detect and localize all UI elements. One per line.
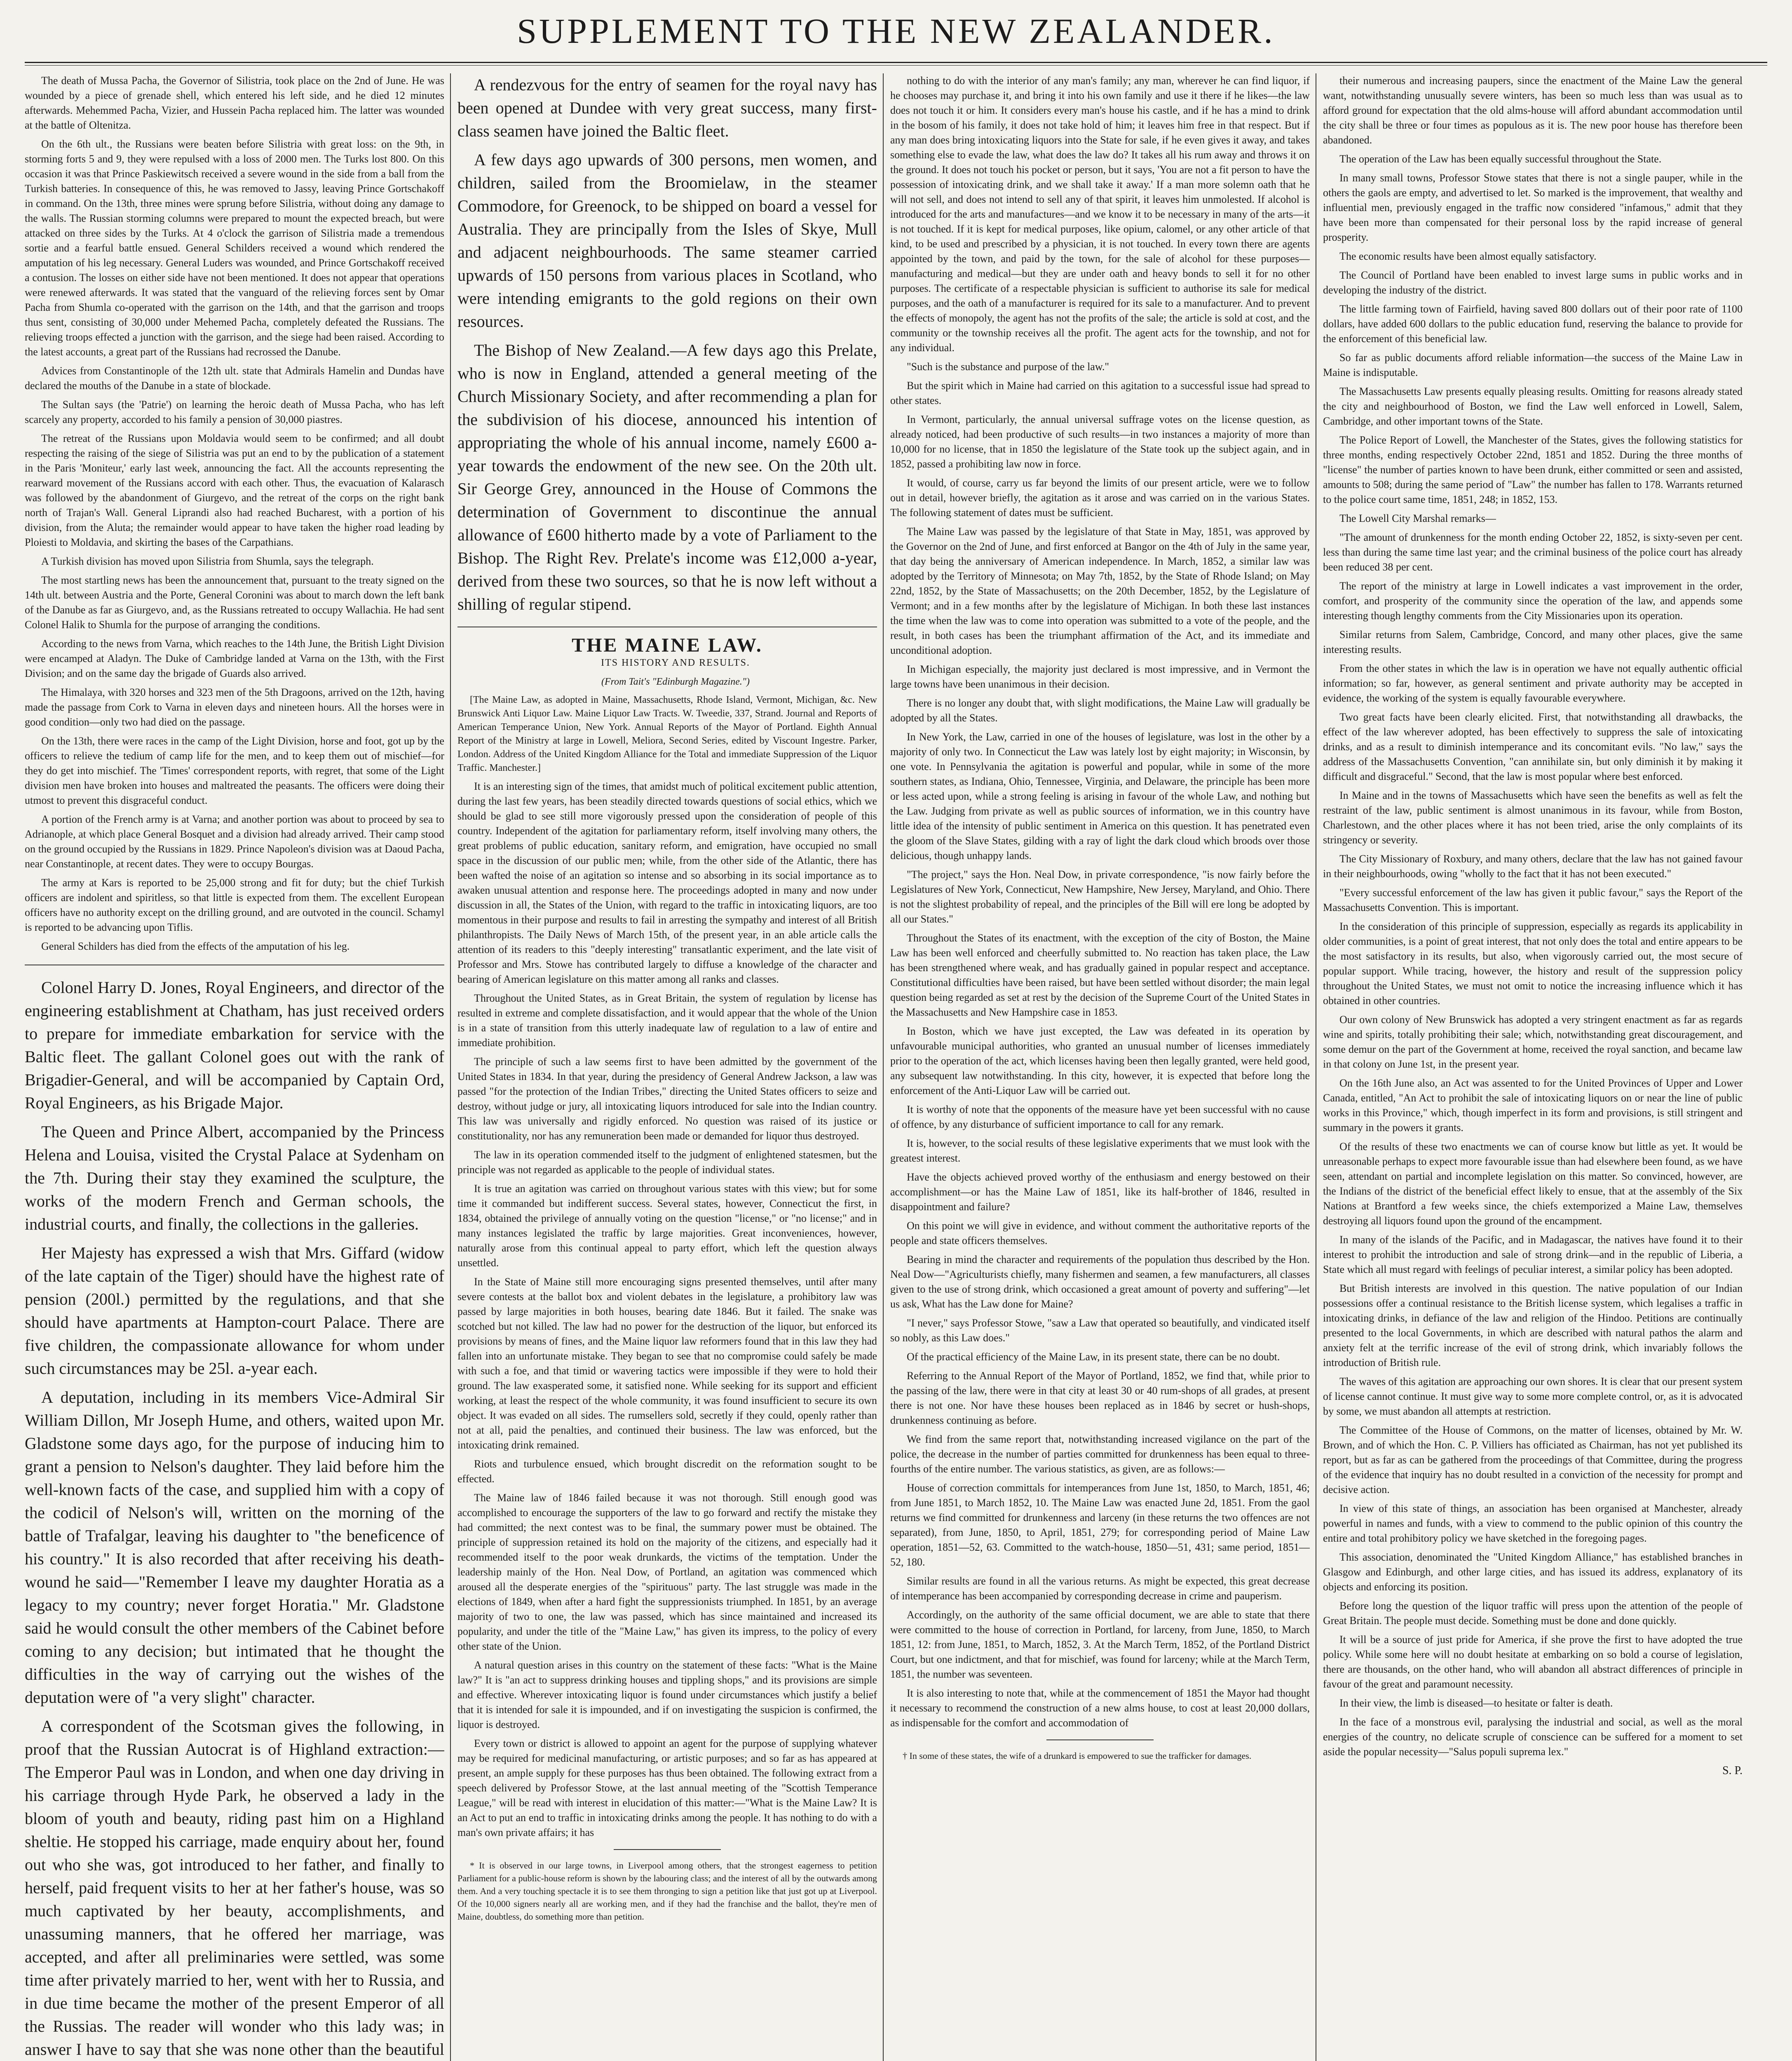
article-paragraph: In many small towns, Professor Stowe states that there is not a single pauper, while in the others the gaols are empty, and advertised to let. So marked is the improvement, that wealthy and influential men, previously engaged in the traffic now considered "infamous," admit that they have been more than compensated for their personal loss by the rapid increase of general prosperity. [1323, 172, 1743, 243]
article-paragraph: The Maine Law was passed by the legislature of that State in May, 1851, was approved by the Governor on the 2nd of June, and first enforced at Bangor on the 4th of July in the same year, that day being the anniversary of American independence. In March, 1852, a similar law was adopted by the Territory of Minnesota; on May 7th, 1852, by the State of Rhode Island; on May 22nd, 1852, by the State of Massachusetts; on the 20th December, 1852, by the Legislature of Vermont; and in a few months after by the legislature of Michigan. In both these last instances the time when the law was to come into operation was submitted to a vote of the people, and the result, in both cases has been the triumphant affirmation of the Act, and its immediate and unconditional adoption. [890, 526, 1310, 656]
article-paragraph: The most startling news has been the announcement that, pursuant to the treaty signed on the 14th ult. between Austria and the Porte, General Coronini was about to march down the left bank of the Danube as far as Giurgevo, and, as the Russians retreated to occupy Wallachia. He had sent Colonel Halik to Shumla for the purpose of arranging the conditions. [25, 574, 444, 631]
article-paragraph: We find from the same report that, notwithstanding increased vigilance on the part of the police, the decrease in the number of parties committed for drunkenness has been equal to three-fourths of the entire number. The various statistics, as given, are as follows:— [890, 1433, 1310, 1475]
article-paragraph: Similar results are found in all the various returns. As might be expected, this great decrease of intemperance has been accompanied by corresponding decrease in crime and pauperism. [890, 1575, 1310, 1602]
article-paragraph: In the consideration of this principle of suppression, especially as regards its applicability in older communities, is a point of great interest, that not only does the total and entire appears to be the most satisfactory in its results, but also, when vigorously carried out, the most secure of popular support. While tracing, however, the history and result of the suppression policy throughout the United States, we must not omit to notice the increasing influence which it has obtained in other countries. [1323, 920, 1743, 1007]
article-paragraph: A Turkish division has moved upon Silistria from Shumla, says the telegraph. [41, 555, 374, 567]
article-paragraph: From the other states in which the law is in operation we have not equally authentic official information; so far, however, as general sentiment and private authority may be accepted in evidence, the working of the system is equally favourable everywhere. [1323, 662, 1743, 704]
article-paragraph: The report of the ministry at large in Lowell indicates a vast improvement in the order, comfort, and prosperity of the community since the operation of the law, and appends some interesting though lengthy comments from the City Missionaries upon its operation. [1323, 580, 1743, 622]
maine-law-title: THE MAINE LAW. [572, 634, 763, 656]
maine-law-article-continued [1323, 73, 1743, 1759]
article-paragraph: But the spirit which in Maine had carried on this agitation to a successful issue had spread to other states. [890, 380, 1310, 406]
article-paragraph: It is an interesting sign of the times, that amidst much of political excitement public attention, during the last few years, has been steadily directed towards questions of social ethics, which we should be glad to see still more vigorously pressed upon the consideration of people of this country. Independent of the agitation for parliamentary reform, itself involving many others, the great problems of public education, sanitary reform, and emigration, have occupied no small space in the discussion of our public men; while, from the other side of the Atlantic, there has been wafted the noise of an agitation so intense and so absorbing in its social importance as to awaken unusual attention and response here. The proceedings adopted in many and now under discussion in all, the States of the Union, with regard to the traffic in intoxicating liquors, are too momentous in their purpose and results to fail in arresting the sympathy and interest of all British philanthropists. The Daily News of March 15th, of the present year, in an able article calls the attention of its readers to this "deeply interesting" transatlantic experiment, and the late visit of Professor and Mrs. Stowe has contributed largely to diffuse a knowledge of the character and bearing of American legislature on this matter among all ranks and classes. [457, 780, 877, 985]
article-paragraph: In New York, the Law, carried in one of the houses of legislature, was lost in the other by a majority of only two. In Connecticut the Law was lately lost by eight majority; in Wisconsin, by one vote. In Pennsylvania the agitation is powerful and popular, while in some of the more southern states, as Indiana, Ohio, Tennessee, Virginia, and Delaware, the principle has been more or less acted upon, while a strong feeling is arising in favour of the whole Law, and nothing but the Law. Judging from private as well as public sources of information, we in this country have little idea of the intensity of public sentiment in America on this question. It has penetrated even the gloom of the Slave States, gilding with a ray of light the dark cloud which broods over those delicious, though unhappy lands. [890, 731, 1310, 861]
article-paragraph: On the 13th, there were races in the camp of the Light Division, horse and foot, got up by the officers to relieve the tedium of camp life for the men, and to keep them out of mischief—for they do get into mischief. The 'Times' correspondent reports, with regret, that some of the Light division men have broken into houses and maltreated the peasants. The officers were doing their utmost to prevent this disgraceful conduct. [25, 735, 444, 806]
footnote-rule [614, 1849, 721, 1850]
article-paragraph: A few days ago upwards of 300 persons, men women, and children, sailed from the Broomielaw, in the steamer Commodore, for Greenock, to be shipped on board a vessel for Australia. They are principally from the Isles of Skye, Mull and adjacent neighbourhoods. The same steamer carried upwards of 150 persons from various places in Scotland, who were intending emigrants to the gold regions on their own resources. [457, 150, 877, 331]
article-paragraph: On the 6th ult., the Russians were beaten before Silistria with great loss: on the 9th, in storming forts 5 and 9, they were repulsed with a loss of 2000 men. The Turks lost 800. On this occasion it was that Prince Paskiewitsch received a severe wound in the side from a ball from the Turkish batteries. In consequence of this, he was removed to Jassy, leaving Prince Gortschakoff in command. On the 13th, three mines were sprung before Silistria, without doing any damage to the walls. The Russian storming columns were prepared to mount the expected breach, but were attacked on three sides by the Turks. At 4 o'clock the garrison of Silistria made a tremendous sortie and a fearful battle ensued. General Schilders received a wound which rendered the amputation of his leg necessary. General Luders was wounded, and Prince Gortschakoff received a contusion. The losses on either side have not been mentioned. It does not appear that operations were renewed afterwards. It was stated that the vanguard of the relieving forces sent by Omar Pacha from Shumla co-operated with the garrison on the 14th, and that the garrison and troops thus sent, consisting of 30,000 under Mehemed Pacha, completely defeated the Russians. The relieving troops effected a junction with the garrison, and the siege had been raised. According to the latest accounts, a great part of the Russians had recrossed the Danube. [25, 138, 444, 358]
article-paragraph: A rendezvous for the entry of seamen for the royal navy has been opened at Dundee with very great success, many first-class seamen have joined the Baltic fleet. [457, 75, 877, 140]
article-paragraph: The Massachusetts Law presents equally pleasing results. Omitting for reasons already stated the city and neighbourhood of Boston, we find the Law well enforced in Lowell, Salem, Cambridge, and other important towns of the State. [1323, 385, 1743, 427]
article-paragraph: In the State of Maine still more encouraging signs presented themselves, until after many severe contests at the ballot box and violent debates in the legislature, a prohibitory law was passed by large majorities in both houses, bearing date 1846. But it failed. The snake was scotched but not killed. The law had no power for the destruction of the liquor, but enforced its provisions by means of fines, and the Maine liquor law reformers found that in this law they had fallen into an unfortunate mistake. They began to see that no compromise could safely be made with such a foe, and that timid or wavering tactics were impossible if they were to hold their ground. The law exasperated some, it satisfied none. While seeking for its support and efficient working, at least the respect of the whole community, it was found insufficient to secure its own object. It was evaded on all sides. The rumsellers sold, secretly if they could, openly rather than not at all, paid the penalties, and continued their business. The law was enforced, but the intoxicating drink remained. [457, 1276, 877, 1451]
footnote-text: * It is observed in our large towns, in Liverpool among others, that the strongest eagerness to petition Parliament for a public-house reform is shown by the labouring class; and the interest of all by the outwards among them. And a very touching spectacle it is to see them thronging to sign a petition like that just got up at Liverpool. Of the 10,000 signers nearly all are working men, and if they had the franchise and the ballot, they're men of Maine, doubtless, do something more than petition. [457, 1860, 877, 1922]
article-paragraph: In view of this state of things, an association has been organised at Manchester, already powerful in names and funds, with a view to commend to the public opinion of this country the entire and total prohibitory policy we have sketched in the foregoing pages. [1323, 1502, 1743, 1544]
article-paragraph: In Vermont, particularly, the annual universal suffrage votes on the license question, as already noticed, had been productive of such results—in two instances a majority of more than 10,000 for no license, that in 1850 the legislature of the State took up the subject again, and in 1852, passed a prohibiting law now in force. [890, 413, 1310, 470]
article-paragraph: The little farming town of Fairfield, having saved 800 dollars out of their poor rate of 1100 dollars, have added 600 dollars to the public education fund, reserving the balance to provide for the enforcement of this beneficial law. [1323, 303, 1743, 345]
footnote [457, 1859, 877, 1923]
article-paragraph: It will be a source of just pride for America, if she prove the first to have adopted the true policy. While some here will no doubt hesitate at embarking on so bold a course of legislation, there are thousands, on the other hand, who will abandon all abstract differences of principle in favour of the great and paramount necessity. [1323, 1634, 1743, 1690]
article-paragraph: This association, denominated the "United Kingdom Alliance," has established branches in Glasgow and Edinburgh, and other large cities, and has issued its address, explanatory of its objects and enforcing its position. [1323, 1551, 1743, 1593]
article-paragraph: A deputation, including in its members Vice-Admiral Sir William Dillon, Mr Joseph Hume, and others, waited upon Mr. Gladstone some days ago, for the purpose of inducing him to grant a pension to Nelson's daughter. They laid before him the well-known facts of the case, and supplied him with a copy of the codicil of Nelson's will, written on the morning of the battle of Trafalgar, leaving his daughter to "the beneficence of his country." It is also recorded that after receiving his death-wound he said—"Remember I leave my daughter Horatia as a legacy to my country; never forget Horatia." Mr. Gladstone said he would consult the other members of the Cabinet before coming to any decision; but intimated that he thought the difficulties in the way of carrying out the wishes of the deputation were of "a very slight" character. [25, 1388, 444, 1707]
article-paragraph: It is also interesting to note that, while at the commencement of 1851 the Mayor had thought it necessary to recommend the construction of a new alms house, to cost at least 20,000 dollars, as indispensable for the comfort and accommodation of [890, 1687, 1310, 1729]
intro-paragraph: [The Maine Law, as adopted in Maine, Massachusetts, Rhode Island, Vermont, Michigan, &c. New Brunswick Anti Liquor Law. Maine Liquor Law Tracts. W. Tweedie, 337, Strand. Journal and Reports of American Temperance Union, New York. Annual Reports of the Mayor of Portland. Eighth Annual Report of the Ministry at large in Lowell, Meliora, Second Series, edited by Viscount Ingestre. Parker, London. Address of the United Kingdom Alliance for the Total and immediate Suppression of the Liquor Traffic. Manchester.] [457, 695, 877, 773]
article-paragraph: Bearing in mind the character and requirements of the population thus described by the Hon. Neal Dow—"Agriculturists chiefly, many fishermen and seamen, a few manufacturers, all classes given to the use of strong drink, which occasioned a great amount of poverty and suffering"—let us ask, What has the Law done for Maine? [890, 1254, 1310, 1310]
war-news-section [25, 73, 444, 954]
article-paragraph: Similar returns from Salem, Cambridge, Concord, and many other places, give the same interesting results. [1323, 629, 1743, 655]
article-paragraph: In the face of a monstrous evil, paralysing the industrial and social, as well as the moral energies of the country, no delicate scruple of conscience can be suffered for a moment to set aside the popular necessity—"Salus populi suprema lex." [1323, 1716, 1743, 1758]
masthead-title: SUPPLEMENT TO THE NEW ZEALANDER. [517, 11, 1275, 51]
article-paragraph: A natural question arises in this country on the statement of these facts: "What is the Maine law?" It is "an act to suppress drinking houses and tippling shops," and its provisions are simple and effective. Wherever intoxicating liquor is found under circumstances which justify a belief that it is intended for sale it is impounded, and if on investigating the suspicion is confirmed, the liquor is destroyed. [457, 1659, 877, 1730]
column-4 [1323, 73, 1743, 2061]
article-paragraph: There is no longer any doubt that, with slight modifications, the Maine Law will gradually be adopted by all the States. [890, 697, 1310, 724]
article-paragraph: Every town or district is allowed to appoint an agent for the purpose of supplying whatever may be required for medicinal manufacturing, or artistic purposes; and so far as has appeared at present, an ample supply for these purposes has thus been obtained. The following extract from a speech delivered by Professor Stowe, at the last annual meeting of the "Scottish Temperance League," will be read with interest in elucidation of this matter:—"What is the Maine Law? It is an Act to put an end to traffic in intoxicating drinks among the people. It has nothing to do with a man's own private affairs; it has [457, 1737, 877, 1838]
article-paragraph: The economic results have been almost equally satisfactory. [1339, 250, 1597, 262]
article-paragraph: Her Majesty has expressed a wish that Mrs. Giffard (widow of the late captain of the Tiger) should have the highest rate of pension (200l.) permitted by the regulations, and that she should have apartments at Hampton-court Palace. There are five children, the compassionate allowance for whom under such circumstances may be 25l. a-year each. [25, 1244, 444, 1378]
article-paragraph: The death of Mussa Pacha, the Governor of Silistria, took place on the 2nd of June. He was wounded by a piece of grenade shell, which entered his left side, and he died 12 minutes afterwards. Mehemmed Pacha, Vizier, and Hussein Pacha replaced him. The latter was wounded at the battle of Oltenitza. [25, 75, 444, 131]
article-paragraph: The Lowell City Marshal remarks— [1339, 512, 1496, 524]
article-paragraph: General Schilders has died from the effects of the amputation of his leg. [41, 940, 350, 952]
article-paragraph: In many of the islands of the Pacific, and in Madagascar, the natives have found it to their interest to prohibit the introduction and sale of strong drink—and in the republic of Liberia, a State which all must regard with feelings of peculiar interest, a similar policy has been adopted. [1323, 1234, 1743, 1275]
article-paragraph: The operation of the Law has been equally successful throughout the State. [1339, 153, 1662, 165]
article-paragraph: The waves of this agitation are approaching our own shores. It is clear that our present system of license cannot continue. It must give way to some more complete control, or, as it is advocated by some, we must abandon all attempts at restriction. [1323, 1376, 1743, 1417]
column-divider [450, 73, 451, 2061]
article-paragraph: The retreat of the Russians upon Moldavia would seem to be confirmed; and all doubt respecting the raising of the siege of Silistria was put an end to by the publication of a statement in the Paris 'Moniteur,' early last week, announcing the fact. All the accounts representing the rearward movement of the Russians accord with each other. Thus, the evacuation of Kalarasch was followed by the abandonment of Giurgevo, and the retreat of the corps on the right bank north of Trajan's Wall. General Liprandi also had reached Bucharest, with a portion of his division, from the Aluta; the remainder would appear to have taken the higher road leading by Ploiesti to Moldavia, and skirting the bases of the Carpathians. [25, 432, 444, 548]
article-paragraph: The Maine law of 1846 failed because it was not thorough. Still enough good was accomplished to encourage the supporters of the law to go forward and rectify the mistake they had committed; the next contest was to be final, the summary power must be obtained. The principle of suppression retained its hold on the majority of the citizens, and especially had it recommended itself to the poor weak drunkards, the victims of the temptation. Under the leadership mainly of the Hon. Neal Dow, of Portland, an agitation was commenced which aroused all the desperate energies of the "spirituous" party. The last struggle was made in the elections of 1849, when after a hard fight the suppressionists triumphed. In 1851, by an average majority of two to one, the law was passed, which has since maintained and increased its popularity, and under the title of the "Maine Law," has given its impress, to the policy of every other state of the Union. [457, 1492, 877, 1652]
article-paragraph: Two great facts have been clearly elicited. First, that notwithstanding all drawbacks, the effect of the law wherever adopted, has been effectively to suppress the sale of intoxicating drinks, and as a result to diminish intemperance and its concomitant evils. "No law," says the address of the Massachusetts Convention, "can annihilate sin, but only diminish it by making it difficult and disgraceful." Second, that the law is most popular where best enforced. [1323, 711, 1743, 782]
article-paragraph: It is worthy of note that the opponents of the measure have yet been successful with no cause of offence, by any disturbance of sufficient importance to call for any remark. [890, 1103, 1310, 1130]
article-paragraph: The Bishop of New Zealand.—A few days ago this Prelate, who is now in England, attended a general meeting of the Church Missionary Society, and after recommending a plan for the subdivision of his diocese, announced his intention of appropriating the whole of his annual income, namely £600 a-year towards the endowment of the new see. On the 20th ult. Sir George Grey, announced in the House of Commons the determination of Government to discontinue the annual allowance of £600 hitherto made by a vote of Parliament to the Bishop. The Right Rev. Prelate's income was £12,000 a-year, derived from these two sources, so that he is now left without a shilling of regular stipend. [457, 341, 877, 613]
masthead-rule [25, 62, 1767, 63]
masthead-rule-thin [25, 65, 1767, 66]
article-paragraph: "Every successful enforcement of the law has given it public favour," says the Report of the Massachusetts Convention. This is important. [1323, 887, 1743, 913]
article-paragraph: But British interests are involved in this question. The native population of our Indian possessions offer a continual resistance to the British license system, which legalises a traffic in intoxicating drinks, in defiance of the law and religion of the Hindoo. Petitions are continually presented to the local Governments, in which are described with natural pathos the alarm and anxiety felt at the terrific increase of the evil of strong drink, which invariably follows the introduction of British rule. [1323, 1282, 1743, 1369]
article-paragraph: Accordingly, on the authority of the same official document, we are able to state that there were committed to the house of correction in Portland, for larceny, from June, 1850, to March 1851, 12: from June, 1851, to March, 1852, 3. At the March Term, 1852, of the Portland District Court, but one indictment, and that for mischief, was found for larceny; while at the March Term, 1851, the number was seventeen. [890, 1609, 1310, 1680]
article-paragraph: Riots and turbulence ensued, which brought discredit on the reformation sought to be effected. [457, 1458, 877, 1485]
article-paragraph: A portion of the French army is at Varna; and another portion was about to proceed by sea to Adrianople, at which place General Bosquet and a division had already arrived. Their camp stood on the ground occupied by the Russians in 1829. Prince Napoleon's division was at Daoud Pacha, near Constantinople, at recent dates. They were to occupy Bourgas. [25, 813, 444, 870]
column-divider [883, 73, 884, 2061]
maine-law-intro [457, 693, 877, 775]
maine-law-article [457, 779, 877, 1840]
article-paragraph: "Such is the substance and purpose of the law." [907, 361, 1109, 373]
footnote-rule [1046, 1739, 1154, 1740]
article-paragraph: On the 16th June also, an Act was assented to for the United Provinces of Upper and Lower Canada, entitled, "An Act to prohibit the sale of intoxicating liquors on or near the line of public works in this Province," which, though imperfect in its form and provisions, is still stringent and summary in the powers it grants. [1323, 1077, 1743, 1134]
article-paragraph: Before long the question of the liquor traffic will press upon the attention of the people of Great Britain. The people must decide. Something must be done and done quickly. [1323, 1600, 1743, 1627]
article-paragraph: their numerous and increasing paupers, since the enactment of the Maine Law the general want, notwithstanding unusually severe winters, has been so much less than was usual as to afford ground for expectation that the old alms-house will afford abundant accommodation until the city shall be three or four times as populous as it is. The new poor house has therefore been abandoned. [1323, 75, 1743, 146]
masthead-area [0, 8, 1792, 58]
article-paragraph: On this point we will give in evidence, and without comment the authoritative reports of the people and state officers themselves. [890, 1220, 1310, 1246]
article-paragraph: The Sultan says (the 'Patrie') on learning the heroic death of Mussa Pacha, who has left scarcely any property, accorded to his family a pension of 30,000 piastres. [25, 399, 444, 425]
author-signature: S. P. [1722, 1764, 1743, 1777]
article-paragraph: Colonel Harry D. Jones, Royal Engineers, and director of the engineering establishment at Chatham, has just received orders to prepare for immediate embarkation for service with the Baltic fleet. The gallant Colonel goes out with the rank of Brigadier-General, and will be accompanied by Captain Ord, Royal Engineers, as his Brigade Major. [25, 978, 444, 1112]
article-paragraph: The principle of such a law seems first to have been admitted by the government of the United States in 1834. In that year, during the presidency of General Andrew Jackson, a law was passed "for the protection of the Indian Tribes," directing the United States officers to seize and destroy, without judge or jury, all intoxicating liquors introduced for sale into the Indian country. This law was universally and rigidly enforced. No question was raised of its justice or constitutionality, nor has any remuneration been made or demanded for liquor thus destroyed. [457, 1056, 877, 1142]
maine-law-subtitle: ITS HISTORY AND RESULTS. [601, 657, 750, 668]
article-paragraph: It is, however, to the social results of these legislative experiments that we must look with the greatest interest. [890, 1137, 1310, 1164]
article-paragraph: Advices from Constantinople of the 12th ult. state that Admirals Hamelin and Dundas have declared the mouths of the Danube in a state of blockade. [25, 365, 444, 392]
column-1 [25, 73, 444, 2061]
maine-law-article-continued [890, 73, 1310, 1730]
article-paragraph: "The amount of drunkenness for the month ending October 22, 1852, is sixty-seven per cent. less than during the same time last year; and the criminal business of the police court has already been reduced 38 per cent. [1323, 531, 1743, 573]
article-paragraph: "I never," says Professor Stowe, "saw a Law that operated so beautifully, and vindicated itself so nobly, as this Law does." [890, 1317, 1310, 1344]
article-paragraph: It is true an agitation was carried on throughout various states with this view; but for some time it commanded but indifferent success. Several states, however, Connecticut the first, in 1834, obtained the privilege of annually voting on the question "license," or "no license;" and in many instances legislated the traffic by large majorities. Great inconveniences, however, naturally arose from this continual appeal to party effort, which left the question always unsettled. [457, 1183, 877, 1269]
article-paragraph: The law in its operation commended itself to the judgment of enlightened statesmen, but the principle was not regarded as applicable to the people of individual states. [457, 1149, 877, 1176]
article-paragraph: In Maine and in the towns of Massachusetts which have seen the benefits as well as felt the restraint of the law, public sentiment is almost unanimous in its favour, while from Boston, Charlestown, and the other places where it has not been tried, arise the only complaints of its stringency or severity. [1323, 789, 1743, 846]
footnote [890, 1749, 1310, 1762]
article-paragraph: Of the practical efficiency of the Maine Law, in its present state, there can be no doubt. [907, 1351, 1280, 1363]
article-paragraph: Throughout the States of its enactment, with the exception of the city of Boston, the Maine Law has been well enforced and cheerfully submitted to. No reaction has taken place, the Law has been strengthened where weak, and has gradually gained in popular respect and acceptance. Constitutional difficulties have been raised, but have been settled without disorder; the main legal question being regarded as set at rest by the decision of the Supreme Court of the United States in the Massachusetts and New Hampshire case in 1853. [890, 932, 1310, 1018]
home-news-section [457, 73, 877, 616]
article-paragraph: The Committee of the House of Commons, on the matter of licenses, obtained by Mr. W. Brown, and of which the Hon. C. P. Villiers has officiated as Chairman, has not yet published its report, but as far as can be gathered from the proceedings of that Committee, during the progress of the evidence that inquiry has no doubt resulted in a conviction of the necessity for prompt and decisive action. [1323, 1424, 1743, 1495]
article-paragraph: In their view, the limb is diseased—to hesitate or falter is death. [1339, 1697, 1613, 1709]
article-paragraph: House of correction committals for intemperances from June 1st, 1850, to March, 1851, 46; from June 1851, to March 1852, 10. The Maine Law was enacted June 2d, 1851. From the gaol returns we find committed for drunkenness and larceny (in these returns the two offences are not separated), from June, 1850, to April, 1851, 279; for corresponding period of Maine Law operation, 1851—52, 63. Committed to the watch-house, 1850—51, 431; same period, 1851—52, 180. [890, 1482, 1310, 1568]
footnote-text: † In some of these states, the wife of a drunkard is empowered to sue the trafficker for damages. [903, 1751, 1252, 1761]
article-paragraph: So far as public documents afford reliable information—the success of the Maine Law in Maine is indisputable. [1323, 352, 1743, 378]
article-paragraph: The City Missionary of Roxbury, and many others, declare that the law has not gained favour in their neighbourhoods, owing "wholly to the fact that it has not been executed." [1323, 853, 1743, 880]
article-paragraph: A correspondent of the Scotsman gives the following, in proof that the Russian Autocrat is of Highland extraction:—The Emperor Paul was in London, and when one day driving in his carriage through Hyde Park, he observed a lady in the bloom of youth and beauty, riding past him on a Highland sheltie. He stopped his carriage, made enquiry about her, found out who she was, got introduced to her father, and finally to herself, paid frequent visits to her at her father's house, was so much captivated by her beauty, accomplishments, and unassuming manners, that he offered her marriage, was accepted, and after all preliminaries were settled, was some time after privately married to her, went with her to Russia, and in due time became the mother of the present Emperor of all the Russias. The reader will wonder who this lady was; in answer I have to say that she was none other than the beautiful [25, 1717, 444, 2059]
article-paragraph: Throughout the United States, as in Great Britain, the system of regulation by license has resulted in extreme and complete dissatisfaction, and it would appear that the whole of the Union is in a state of transition from this utterly inadequate law of regulation to a law of entire and immediate prohibition. [457, 992, 877, 1049]
article-paragraph: In Michigan especially, the majority just declared is most impressive, and in Vermont the large towns have been unanimous in their decision. [890, 663, 1310, 690]
article-paragraph: "The project," says the Hon. Neal Dow, in private correspondence, "is now fairly before the Legislatures of New York, Connecticut, New Hampshire, New Jersey, Maryland, and Ohio. There is not the slightest probability of repeal, and the principles of the Bill will ere long be adopted by all our States." [890, 869, 1310, 925]
article-paragraph: The Police Report of Lowell, the Manchester of the States, gives the following statistics for three months, ending respectively October 22nd, 1851 and 1852. During the three months of "license" the number of parties known to have been drunk, either committed or seen and assisted, amounts to 508; during the same period of "Law" the number has fallen to 178. Warrants returned to the police court same time, 1851, 248; in 1852, 153. [1323, 434, 1743, 505]
maine-law-source: (From Tait's "Edinburgh Magazine.") [601, 676, 750, 687]
article-paragraph: Of the results of these two enactments we can of course know but little as yet. It would be unreasonable perhaps to expect more favourable issue than had elsewhere been found, as we have seen, attendant on partial and incomplete legislation on this matter. So convinced, however, are the Indians of the district of the beneficial effect likely to ensue, that at the assembly of the Six Nations at Brantford a few weeks since, the chiefs extemporized a Maine Law, themselves destroying all liquors found upon the ground of the encampment. [1323, 1141, 1743, 1227]
article-paragraph: Referring to the Annual Report of the Mayor of Portland, 1852, we find that, while prior to the passing of the law, there were in that city at least 30 or 40 rum-shops of all grades, at present there is not one. Nor have these houses been replaced as in 1846 by secret or hush-shops, drunkenness continuing as before. [890, 1370, 1310, 1426]
column-2 [457, 73, 877, 2061]
article-paragraph: nothing to do with the interior of any man's family; any man, wherever he can find liquor, if he chooses may purchase it, and bring it into his own family and use it there if he likes—the law does not touch it or him. It considers every man's house his castle, and if he has a mind to drink in the bosom of his family, it does not take hold of him; it leaves him free in that respect. But if any man does bring intoxicating liquors into the State for sale, if he even gives it away, and takes something else to evade the law, what does the law do? It takes all his rum away and throws it on the ground. It does not touch his pocket or person, but it says, 'You are not a fit person to have the possession of intoxicating drink, and we shall take it away.' If a man more solemn oath that he will not sell, and does not intend to sell any of that spirit, it leaves him unmolested. If alcohol is introduced for the arts and manufactures—and we know it to be necessary in many of the arts—it is not touched. If it is kept for medical purposes, like opium, calomel, or any other article of that kind, to be used and prescribed by a physician, it is not touched. In every town there are agents appointed by the town, and paid by the town, for the sale of alcohol for these purposes—manufacturing and medical—but they are under oath and heavy bonds to sell it for no other purposes. The certificate of a respectable physician is sufficient to authorise its sale for medical purposes, and the oath of a manufacturer is required for its sale to a manufacturer. And to prevent the effects of monopoly, the agent has not the profits of the sale; the article is sold at cost, and the community or the township receives all the profit. The agent acts for the township, and not for any individual. [890, 75, 1310, 354]
home-news-section [25, 976, 444, 2061]
column-3 [890, 73, 1310, 2061]
article-paragraph: In Boston, which we have just excepted, the Law was defeated in its operation by unfavourable municipal authorities, who granted an unusual number of licenses immediately prior to the operation of the act, which licenses having been then legally granted, were held good, any subsequent law notwithstanding. In this city, however, it is expected that before long the enforcement of the Anti-Liquor Law will be carried out. [890, 1025, 1310, 1096]
article-paragraph: It would, of course, carry us far beyond the limits of our present article, were we to follow out in detail, however briefly, the agitation as it arose and was carried on in the various States. The following statement of dates must be sufficient. [890, 477, 1310, 519]
article-paragraph: According to the news from Varna, which reaches to the 14th June, the British Light Division were encamped at Aladyn. The Duke of Cambridge landed at Varna on the 13th, with the First Division; and on the same day the brigade of Guards also arrived. [25, 638, 444, 679]
article-paragraph: The Council of Portland have been enabled to invest large sums in public works and in developing the industry of the district. [1323, 269, 1743, 296]
article-paragraph: The Queen and Prince Albert, accompanied by the Princess Helena and Louisa, visited the Crystal Palace at Sydenham on the 7th. During their stay they examined the sculpture, the works of the modern French and German schools, the industrial courts, and finally, the collections in the galleries. [25, 1122, 444, 1233]
article-paragraph: Have the objects achieved proved worthy of the enthusiasm and energy bestowed on their accomplishment—or has the Maine Law of 1851, like its half-brother of 1846, resulted in disappointment and failure? [890, 1171, 1310, 1213]
article-paragraph: The army at Kars is reported to be 25,000 strong and fit for duty; but the chief Turkish officers are indolent and spiritless, so that little is expected from them. The excellent European officers have no authority except on the drilling ground, and are outvoted in the council. Schamyl is reported to be advancing upon Tiflis. [25, 877, 444, 933]
article-paragraph: The Himalaya, with 320 horses and 323 men of the 5th Dragoons, arrived on the 12th, having made the passage from Cork to Varna in eleven days and nineteen hours. All the horses were in good condition—only two had died on the passage. [25, 686, 444, 728]
article-paragraph: Our own colony of New Brunswick has adopted a very stringent enactment as far as regards wine and spirits, totally prohibiting their sale; which, notwithstanding great discouragement, and some demur on the part of the Government at home, received the royal sanction, and became law in that colony on June 1st, in the present year. [1323, 1014, 1743, 1070]
